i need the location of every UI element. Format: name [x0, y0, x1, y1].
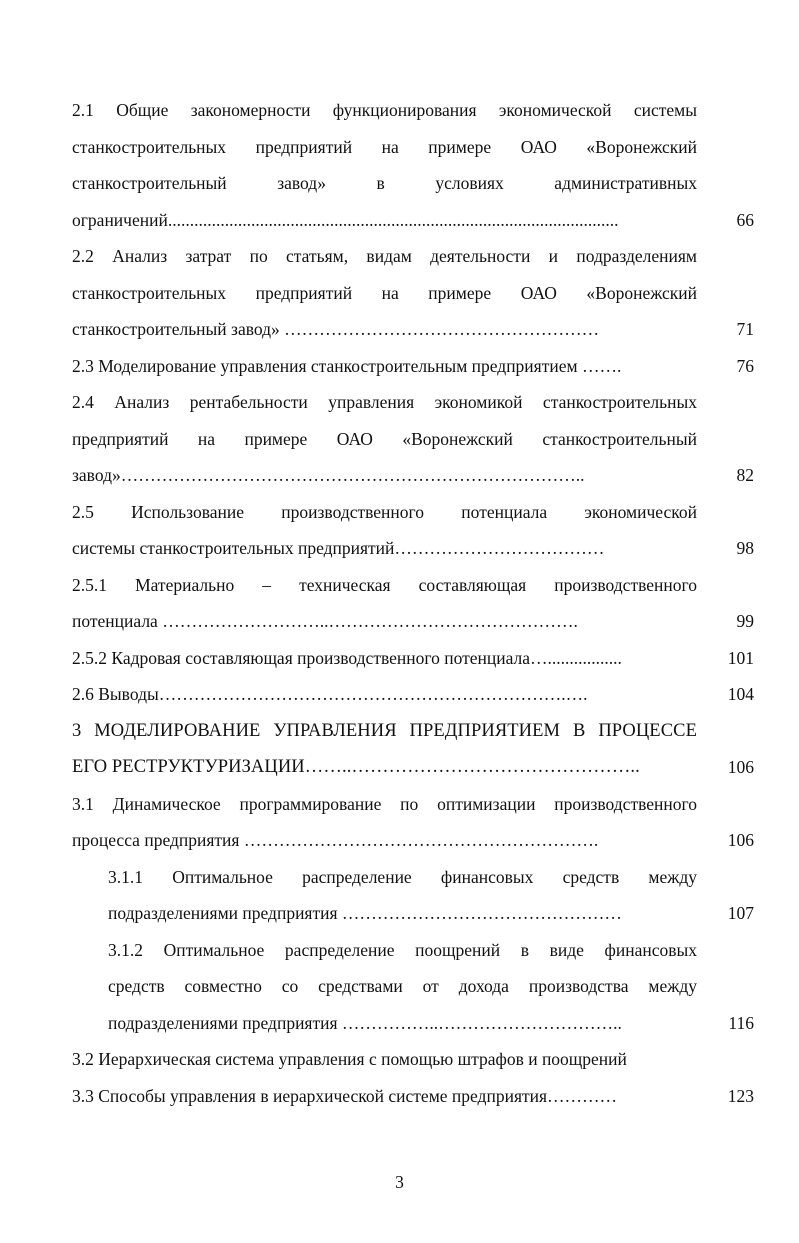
toc-entry-line: 2.2 Анализ затрат по статьям, видам деятельности и подразделениям: [72, 246, 697, 266]
toc-page-number: 106: [727, 830, 754, 850]
toc-page-number: 76: [736, 355, 754, 376]
toc-page-number: 107: [727, 903, 754, 923]
toc-entry-line: 3 МОДЕЛИРОВАНИЕ УПРАВЛЕНИЯ ПРЕДПРИЯТИЕМ В ПРОЦЕССЕ: [72, 720, 697, 741]
toc-page-number: 104: [727, 684, 754, 704]
toc-page-number: 71: [736, 319, 754, 339]
toc-entry-line: станкостроительных предприятий на примере ОАО «Воронежский: [72, 282, 697, 303]
toc-entry-line: 2.5.1 Материально – техническая составляющая производственного: [72, 574, 697, 595]
toc-entry-line: станкостроительный завод» в условиях административных: [72, 173, 697, 193]
toc-entry[interactable]: [72, 676, 754, 713]
toc-page-number: 101: [727, 647, 754, 668]
toc-entry-line: процесса предприятия …………………………………………………….: [72, 830, 599, 850]
toc-entry-line: предприятий на примере ОАО «Воронежский станкостроительный: [72, 428, 697, 449]
toc-entry-line: ограничений.......................................................................................................: [72, 209, 619, 230]
toc-entry-line: ЕГО РЕСТРУКТУРИЗАЦИИ……..………………………………………..: [72, 757, 640, 777]
toc-page-number: 106: [727, 757, 754, 777]
toc-entry-line: 2.3 Моделирование управления станкостроительным предприятием …….: [72, 355, 622, 376]
toc-entry-line: системы станкостроительных предприятий………………………………: [72, 538, 605, 558]
toc-entry-line: завод»……………………………………………………………………..: [72, 465, 585, 485]
toc-entry[interactable]: [72, 348, 754, 385]
toc-entry-line: 2.5 Использование производственного потенциала экономической: [72, 501, 697, 522]
toc-entry-line: станкостроительных предприятий на примере ОАО «Воронежский: [72, 136, 697, 157]
toc-page-number: 116: [728, 1012, 754, 1033]
toc-entry[interactable]: [72, 567, 754, 640]
toc-page-number: 66: [736, 209, 754, 230]
toc-page-number: 99: [736, 611, 754, 631]
toc-entry[interactable]: [72, 238, 754, 348]
toc-entry[interactable]: [72, 859, 754, 932]
toc-entry-line: 2.6 Выводы…………………………………………………………….….: [72, 684, 588, 704]
toc-entry-line: 2.5.2 Кадровая составляющая производственного потенциала….................: [72, 647, 622, 668]
toc-entry[interactable]: [72, 1078, 754, 1115]
toc-entry-line: 3.1 Динамическое программирование по оптимизации производственного: [72, 793, 697, 814]
toc-page-number: 123: [727, 1085, 754, 1106]
toc-entry-line: 3.2 Иерархическая система управления с помощью штрафов и поощрений: [72, 1049, 627, 1069]
toc-entry-line: подразделениями предприятия …………………………………………: [108, 903, 622, 923]
toc-entry-line: средств совместно со средствами от дохода производства между: [108, 976, 697, 996]
table-of-contents: [72, 92, 754, 1114]
toc-entry[interactable]: [72, 786, 754, 859]
toc-entry[interactable]: [72, 494, 754, 567]
toc-entry-line: 2.4 Анализ рентабельности управления экономикой станкостроительных: [72, 392, 697, 412]
toc-entry[interactable]: [72, 92, 754, 238]
toc-entry[interactable]: [72, 640, 754, 677]
toc-entry[interactable]: [72, 932, 754, 1042]
toc-entry[interactable]: [72, 384, 754, 494]
toc-entry[interactable]: [72, 1041, 754, 1078]
toc-page-number: 98: [736, 538, 754, 558]
toc-entry-line: 3.3 Способы управления в иерархической системе предприятия…………: [72, 1085, 618, 1106]
toc-entry-line: станкостроительный завод» ………………………………………………: [72, 319, 600, 339]
toc-entry-line: потенциала ………………………..…………………………………….: [72, 611, 578, 631]
toc-entry-line: подразделениями предприятия ……………..…………………………..: [108, 1012, 622, 1033]
page-number: 3: [395, 1172, 404, 1192]
toc-entry-line: 2.1 Общие закономерности функционирования экономической системы: [72, 100, 697, 120]
toc-entry-line: 3.1.1 Оптимальное распределение финансовых средств между: [108, 866, 697, 887]
toc-entry[interactable]: [72, 713, 754, 786]
toc-entry-line: 3.1.2 Оптимальное распределение поощрений в виде финансовых: [108, 939, 697, 960]
toc-page-number: 82: [736, 465, 754, 485]
